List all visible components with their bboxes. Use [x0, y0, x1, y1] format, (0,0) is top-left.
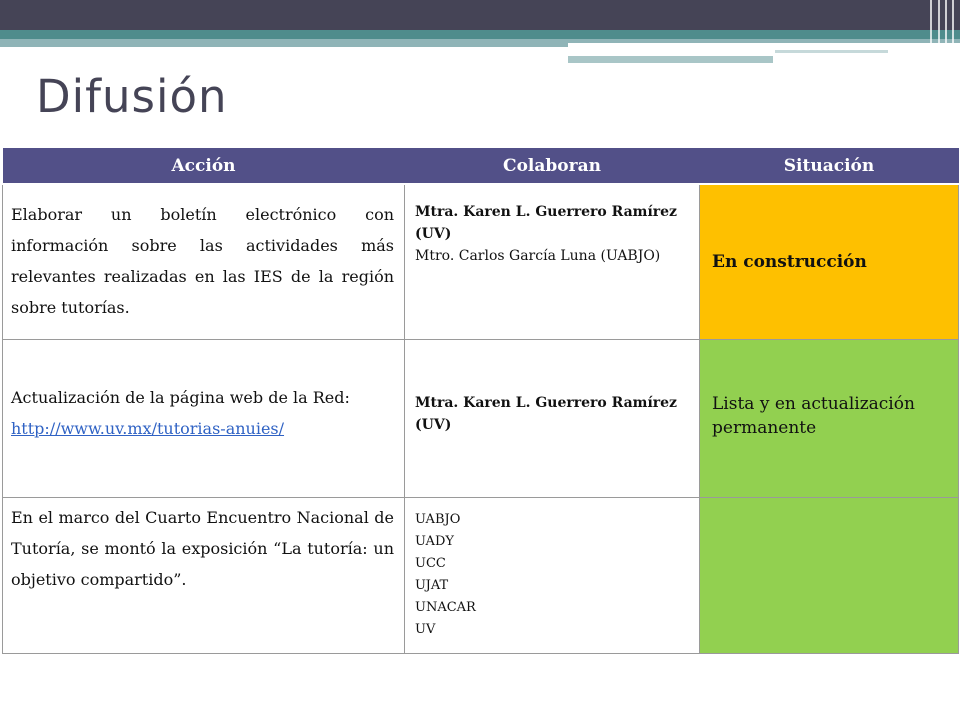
cell-accion	[3, 498, 405, 654]
situacion-text: En construcción	[712, 252, 867, 272]
institution-item: UCC	[415, 556, 446, 571]
institution-item: UJAT	[415, 578, 449, 593]
table-row	[3, 340, 959, 498]
table-header-row	[3, 148, 959, 184]
table-row	[3, 498, 959, 654]
cell-accion	[3, 184, 405, 340]
decor-stripe	[0, 39, 568, 47]
institution-item: UV	[415, 622, 436, 637]
decor-stripe	[0, 30, 960, 39]
colaborador-secundario: Mtro. Carlos García Luna (UABJO)	[415, 248, 661, 264]
accion-text: Actualización de la página web de la Red:	[11, 388, 350, 407]
actions-table	[2, 148, 959, 654]
cell-situacion	[700, 340, 959, 498]
situacion-text	[700, 498, 958, 550]
decor-line	[938, 0, 940, 64]
decor-line	[945, 0, 947, 64]
cell-colaboran	[405, 184, 700, 340]
decor-stripe	[775, 50, 888, 53]
decor-line	[930, 0, 932, 64]
cell-colaboran	[405, 498, 700, 654]
decor-line	[952, 0, 954, 64]
decor-stripe	[568, 56, 773, 63]
cell-situacion	[700, 498, 959, 654]
page-title: Difusión	[36, 70, 228, 123]
cell-accion	[3, 340, 405, 498]
accion-text: Elaborar un boletín electrónico con información sobre las actividades más relevantes realizadas en las IES de la región sobre tutorías.	[11, 205, 394, 317]
accion-text: En el marco del Cuarto Encuentro Nacional de Tutoría, se montó la exposición “La tutoría: un objetivo compartido”.	[11, 508, 394, 589]
table-row	[3, 184, 959, 340]
institution-item: UNACAR	[415, 600, 476, 615]
colaborador-principal: Mtra. Karen L. Guerrero Ramírez (UV)	[415, 395, 678, 433]
top-bar	[0, 0, 960, 30]
header-colaboran: Colaboran	[405, 148, 700, 184]
cell-colaboran	[405, 340, 700, 498]
institution-item: UADY	[415, 534, 454, 549]
institution-item: UABJO	[415, 512, 461, 527]
header-accion: Acción	[3, 148, 405, 184]
decor-stripe	[568, 39, 960, 43]
situacion-text: Lista y en actualización permanente	[712, 394, 915, 438]
red-website-link[interactable]: http://www.uv.mx/tutorias-anuies/	[11, 419, 285, 438]
colaborador-principal: Mtra. Karen L. Guerrero Ramírez (UV)	[415, 204, 678, 242]
header-situacion: Situación	[700, 148, 959, 184]
cell-situacion	[700, 184, 959, 340]
